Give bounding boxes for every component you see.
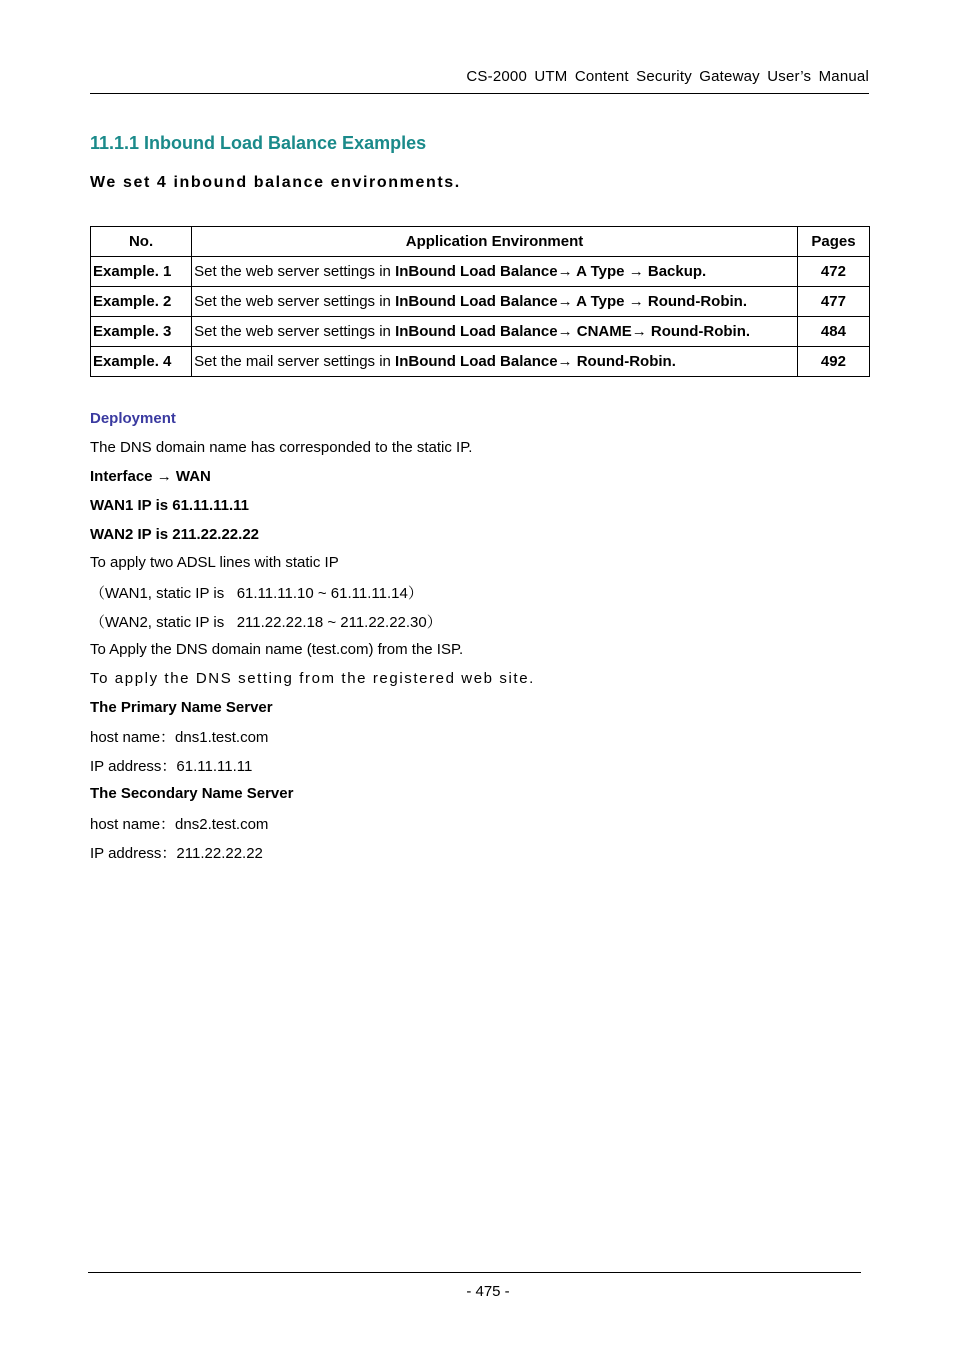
example-number: Example. 3 xyxy=(91,317,192,347)
application-environment xyxy=(192,347,798,377)
application-environment xyxy=(192,257,798,287)
page-reference: 484 xyxy=(797,317,869,347)
deployment-line: To Apply the DNS domain name (test.com) from the ISP. xyxy=(90,641,464,658)
table-header-row xyxy=(91,227,870,257)
environment-path: InBound Load Balance→ A Type → Backup. xyxy=(395,263,707,280)
deployment-line: To apply the DNS setting from the registered web site. xyxy=(90,670,535,687)
intro-text: We set 4 inbound balance environments. xyxy=(90,174,461,191)
deployment-heading: Deployment xyxy=(90,410,176,427)
footer-divider xyxy=(88,1272,861,1273)
application-environment xyxy=(192,287,798,317)
wan2-ip: WAN2 IP is 211.22.22.22 xyxy=(90,526,260,543)
deployment-line: To apply two ADSL lines with static IP xyxy=(90,554,339,571)
primary-ip-address: IP address：61.11.11.11 xyxy=(90,758,253,775)
environment-prefix: Set the web server settings in xyxy=(194,323,396,340)
deployment-line: The DNS domain name has corresponded to the static IP. xyxy=(90,439,473,456)
table-row xyxy=(91,257,870,287)
page-reference: 492 xyxy=(797,347,869,377)
environment-path: InBound Load Balance→ A Type → Round-Robin. xyxy=(395,293,747,310)
environment-path: InBound Load Balance→ Round-Robin. xyxy=(395,353,676,370)
example-number: Example. 2 xyxy=(91,287,192,317)
column-header-pages: Pages xyxy=(797,227,869,257)
wan1-ip: WAN1 IP is 61.11.11.11 xyxy=(90,497,250,514)
secondary-ip-address: IP address：211.22.22.22 xyxy=(90,845,263,862)
secondary-name-server-heading: The Secondary Name Server xyxy=(90,785,294,802)
environment-prefix: Set the web server settings in xyxy=(194,263,396,280)
interface-label: Interface → WAN xyxy=(90,468,211,485)
example-number: Example. 4 xyxy=(91,347,192,377)
table-row xyxy=(91,287,870,317)
column-header-environment: Application Environment xyxy=(192,227,798,257)
primary-host-name: host name：dns1.test.com xyxy=(90,729,269,746)
page-number: - 475 - xyxy=(466,1283,510,1300)
application-environment xyxy=(192,317,798,347)
running-header: CS-2000 UTM Content Security Gateway User’s Manual xyxy=(466,68,869,85)
header-divider xyxy=(90,93,869,94)
table-row xyxy=(91,347,870,377)
column-header-no: No. xyxy=(91,227,192,257)
wan1-range: （WAN1, static IP is 61.11.11.10 ~ 61.11.11.14） xyxy=(90,585,423,602)
environment-path: InBound Load Balance→ CNAME→ Round-Robin. xyxy=(395,323,751,340)
page-reference: 477 xyxy=(797,287,869,317)
table-row xyxy=(91,317,870,347)
example-number: Example. 1 xyxy=(91,257,192,287)
primary-name-server-heading: The Primary Name Server xyxy=(90,699,273,716)
examples-table xyxy=(90,226,870,377)
section-title: 11.1.1 Inbound Load Balance Examples xyxy=(90,133,427,153)
environment-prefix: Set the mail server settings in xyxy=(194,353,396,370)
page-reference: 472 xyxy=(797,257,869,287)
environment-prefix: Set the web server settings in xyxy=(194,293,396,310)
secondary-host-name: host name：dns2.test.com xyxy=(90,816,269,833)
wan2-range: （WAN2, static IP is 211.22.22.18 ~ 211.22.22.30） xyxy=(90,614,442,631)
